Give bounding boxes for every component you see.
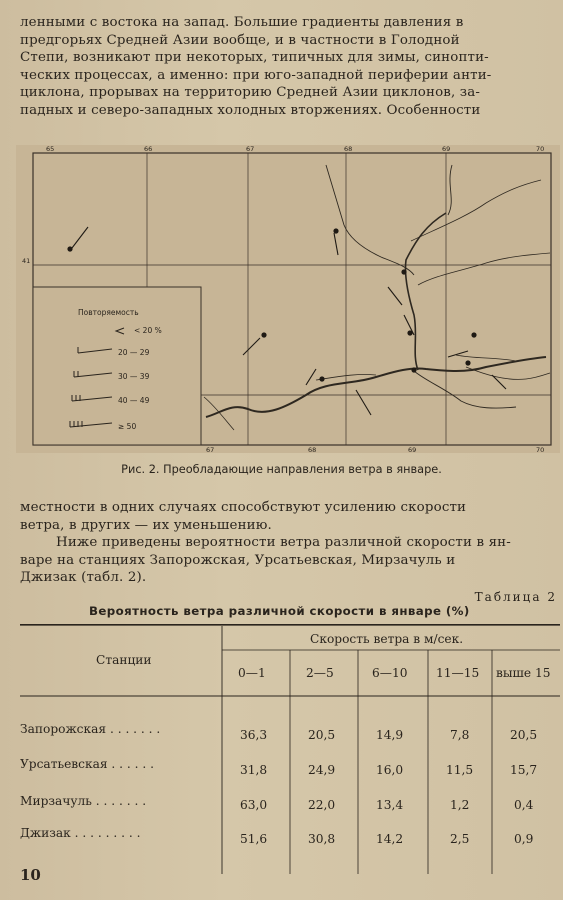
bottom-tick: 70 xyxy=(536,446,545,453)
wind-direction-map xyxy=(16,145,560,453)
wind-speed-table xyxy=(20,624,560,874)
station-dot xyxy=(319,376,324,381)
text-line: падных и северо-западных холодных вторжениях. Особенности xyxy=(20,102,481,118)
top-tick: 67 xyxy=(246,145,255,153)
table-cell: 36,3 xyxy=(240,728,268,742)
station-dot xyxy=(401,269,406,274)
column-header: 11—15 xyxy=(436,666,480,680)
text-line: варе на станциях Запорожская, Урсатьевская, Мирзачуль и xyxy=(20,552,456,568)
bottom-tick: 67 xyxy=(206,446,215,453)
header-stations: Станции xyxy=(96,653,152,667)
bottom-tick: 69 xyxy=(408,446,417,453)
station-name: Джизак . . . . . . . . . xyxy=(20,826,141,840)
table-cell: 7,8 xyxy=(450,728,470,742)
table-cell: 14,9 xyxy=(376,728,404,742)
legend-label: < 20 % xyxy=(134,326,162,335)
table-cell: 24,9 xyxy=(308,763,336,777)
left-tick: 41 xyxy=(22,257,31,265)
top-tick: 65 xyxy=(46,145,55,153)
station-dot xyxy=(261,332,266,337)
page-number: 10 xyxy=(20,866,41,884)
text-line: ветра, в других — их уменьшению. xyxy=(20,517,272,533)
station-name: Мирзачуль . . . . . . . xyxy=(20,794,147,808)
top-tick: 70 xyxy=(536,145,545,153)
table-cell: 51,6 xyxy=(240,832,268,846)
table-cell: 22,0 xyxy=(308,798,336,812)
legend-label: 20 — 29 xyxy=(118,348,150,357)
station-dot xyxy=(407,330,412,335)
text-line: Степи, возникают при некоторых, типичных для зимы, синопти- xyxy=(20,50,489,66)
table-cell: 0,9 xyxy=(514,832,534,846)
middle-paragraph xyxy=(20,499,558,587)
legend-title: Повторяемость xyxy=(78,308,139,317)
station-dot xyxy=(67,246,72,251)
table-cell: 13,4 xyxy=(376,798,404,812)
table-cell: 0,4 xyxy=(514,798,534,812)
column-header: 2—5 xyxy=(306,666,334,680)
column-header: 0—1 xyxy=(238,666,266,680)
table-cell: 15,7 xyxy=(510,763,538,777)
table-cell: 30,8 xyxy=(308,832,336,846)
table-cell: 16,0 xyxy=(376,763,404,777)
bottom-tick: 68 xyxy=(308,446,317,453)
header-speed: Скорость ветра в м/сек. xyxy=(310,632,464,646)
text-line: Джизак (табл. 2). xyxy=(20,570,147,586)
text-line: местности в одних случаях способствуют усилению скорости xyxy=(20,500,467,515)
figure-caption: Рис. 2. Преобладающие направления ветра в январе. xyxy=(121,463,442,476)
station-name: Запорожская . . . . . . . xyxy=(20,722,161,736)
table-cell: 20,5 xyxy=(510,728,538,742)
table-cell: 20,5 xyxy=(308,728,336,742)
text-line: Ниже приведены вероятности ветра различной скорости в ян- xyxy=(56,535,511,551)
table-cell: 14,2 xyxy=(376,832,404,846)
top-tick: 68 xyxy=(344,145,353,153)
top-paragraph xyxy=(20,14,558,120)
station-dot xyxy=(465,360,470,365)
table-cell: 2,5 xyxy=(450,832,470,846)
table-title: Вероятность ветра различной скорости в январе (%) xyxy=(89,604,470,618)
station-name: Урсатьевская . . . . . . xyxy=(20,757,155,771)
legend-label: 40 — 49 xyxy=(118,396,150,405)
column-header: 6—10 xyxy=(372,666,408,680)
text-line: ленными с востока на запад. Большие градиенты давления в xyxy=(20,15,464,30)
station-dot xyxy=(471,332,476,337)
column-header: выше 15 xyxy=(496,666,551,680)
top-tick: 66 xyxy=(144,145,153,153)
legend xyxy=(33,287,201,445)
table-cell: 1,2 xyxy=(450,798,470,812)
table-cell: 63,0 xyxy=(240,798,268,812)
legend-label: 30 — 39 xyxy=(118,372,150,381)
station-dot xyxy=(411,367,416,372)
top-tick: 69 xyxy=(442,145,451,153)
table-cell: 11,5 xyxy=(446,763,474,777)
text-line: предгорьях Средней Азии вообще, и в частности в Голодной xyxy=(20,32,460,48)
text-line: циклона, прорывах на территорию Средней Азии циклонов, за- xyxy=(20,85,481,101)
text-line: ческих процессах, а именно: при юго-западной периферии анти- xyxy=(20,67,492,83)
legend-label: ≥ 50 xyxy=(118,422,137,431)
station-dot xyxy=(333,228,338,233)
table-cell: 31,8 xyxy=(240,763,268,777)
table-label: Таблица 2 xyxy=(474,590,557,604)
